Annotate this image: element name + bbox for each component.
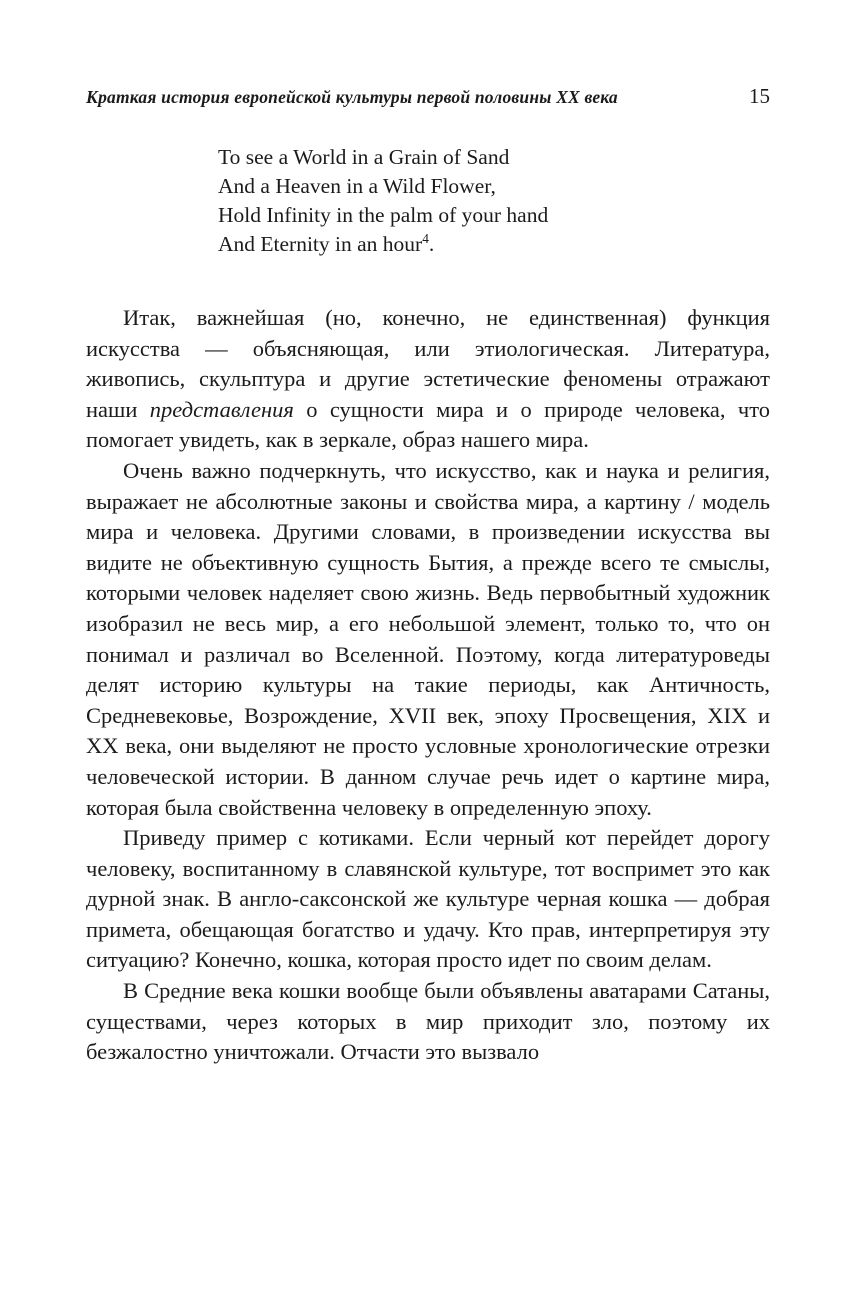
- paragraph: [86, 823, 770, 976]
- text-run: представления: [149, 396, 294, 422]
- text-run: .: [428, 232, 435, 256]
- poem-quote: [218, 143, 770, 259]
- page-header: [86, 84, 770, 109]
- text-run: Hold Infinity in the palm of your hand: [218, 203, 549, 227]
- text-run: To see a World in a Grain of Sand: [218, 145, 510, 169]
- text-run: В Средние века кошки вообще были объявлены аватарами Сатаны, существами, через которых в мир приходит зло, поэтому их безжалостно уничтожали. Отчасти это вызвало: [86, 978, 770, 1065]
- running-title: Краткая история европейской культуры первой половины XX века: [86, 87, 618, 107]
- text-run: And Eternity in an hour: [218, 232, 423, 256]
- text-run: And a Heaven in a Wild Flower,: [218, 174, 496, 198]
- page-number: 15: [749, 84, 770, 108]
- poem-line: [218, 201, 770, 230]
- poem-line: [218, 230, 770, 259]
- paragraph: [86, 456, 770, 823]
- text-run: Итак, важнейшая (но, конечно, не единственная) функция искусства — объясняющая, или этиологическая. Литература, живопись, скульптура и другие эстетические феномены отражают наши: [86, 305, 770, 422]
- poem-line: [218, 143, 770, 172]
- poem-line: [218, 172, 770, 201]
- text-run: о сущности мира и о природе человека, что помогает увидеть, как в зеркале, образ нашего мира.: [86, 396, 770, 453]
- footnote-marker: 4: [422, 230, 429, 246]
- paragraph: [86, 303, 770, 456]
- text-run: Приведу пример с котиками. Если черный кот перейдет дорогу человеку, воспитанному в славянской культуре, тот воспримет это как дурной знак. В англо-саксонской же культуре черная кошка — добрая примета, обещающая богатство и удачу. Кто прав, интерпретируя эту ситуацию? Конечно, кошка, которая просто идет по своим делам.: [86, 825, 770, 973]
- body-text: [86, 303, 770, 1068]
- text-run: Очень важно подчеркнуть, что искусство, как и наука и религия, выражает не абсолютные законы и свойства мира, а картину / модель мира и человека. Другими словами, в произведении искусства вы видите не объективную сущность Бытия, а прежде всего те смыслы, которыми человек наделяет свою жизнь. Ведь первобытный художник изобразил не весь мир, а его небольшой элемент, только то, что он понимал и различал во Вселенной. Поэтому, когда литературоведы делят историю культуры на такие периоды, как Античность, Средневековье, Возрождение, XVII век, эпоху Просвещения, XIX и XX века, они выделяют не просто условные хронологические отрезки человеческой истории. В данном случае речь идет о картине мира, которая была свойственна человеку в определенную эпоху.: [86, 457, 770, 820]
- paragraph: [86, 976, 770, 1068]
